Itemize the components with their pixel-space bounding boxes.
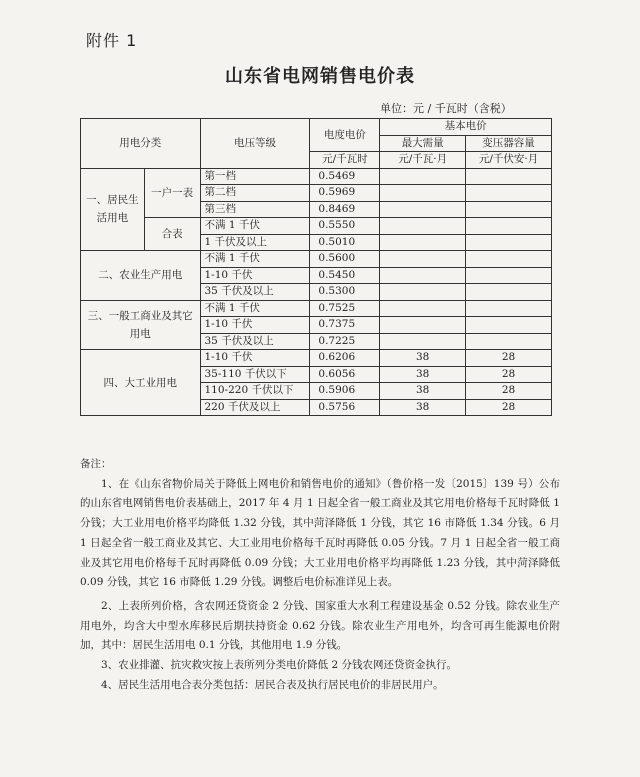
capacity-cell: [466, 185, 552, 202]
header-max-demand: 最大需量: [380, 135, 466, 152]
demand-cell: [380, 185, 466, 202]
capacity-cell: 28: [466, 366, 552, 383]
demand-cell: [380, 168, 466, 185]
category-general-commercial: 三、一般工商业及其它用电: [81, 300, 201, 350]
note-item: 2、上表所列价格，含农网还贷资金 2 分钱、国家重大水利工程建设基金 0.52 分钱。除农业生产用电外，均含大中型水库移民后期扶持资金 0.62 分钱。除农业生产用电外，均含可再生能源电价附加，其中：居民生活用电 0.1 分钱，其他用电 1.9 分钱。: [80, 599, 560, 652]
capacity-cell: 28: [466, 350, 552, 367]
voltage-cell: 35 千伏及以上: [200, 333, 310, 350]
table-row: [81, 350, 552, 367]
voltage-cell: 35 千伏及以上: [200, 284, 310, 301]
demand-cell: 38: [380, 350, 466, 367]
demand-cell: [380, 251, 466, 268]
category-resident: 一、居民生活用电: [81, 168, 145, 251]
demand-cell: [380, 317, 466, 334]
header-max-demand-unit: 元/千瓦·月: [380, 152, 466, 169]
voltage-cell: 第二档: [200, 185, 310, 202]
voltage-cell: 不满 1 千伏: [200, 251, 310, 268]
voltage-cell: 35-110 千伏以下: [200, 366, 310, 383]
header-voltage: 电压等级: [200, 119, 310, 169]
demand-cell: 38: [380, 383, 466, 400]
capacity-cell: 28: [466, 399, 552, 416]
voltage-cell: 220 千伏及以上: [200, 399, 310, 416]
price-cell: 0.6206: [310, 350, 380, 367]
notes-section: [80, 455, 560, 695]
price-cell: 0.5600: [310, 251, 380, 268]
price-cell: 0.6056: [310, 366, 380, 383]
price-cell: 0.5010: [310, 234, 380, 251]
header-transformer-unit: 元/千伏安·月: [466, 152, 552, 169]
voltage-cell: 1-10 千伏: [200, 317, 310, 334]
unit-note: 单位：元 / 千瓦时（含税）: [380, 102, 512, 115]
table-row: [81, 218, 552, 235]
price-cell: 0.7525: [310, 300, 380, 317]
attachment-label: 附件 1: [86, 31, 138, 50]
price-cell: 0.5300: [310, 284, 380, 301]
demand-cell: [380, 333, 466, 350]
price-cell: 0.5550: [310, 218, 380, 235]
price-cell: 0.5450: [310, 267, 380, 284]
price-cell: 0.5906: [310, 383, 380, 400]
capacity-cell: [466, 218, 552, 235]
subcategory-combined-meter: 合表: [144, 218, 200, 251]
price-cell: 0.5969: [310, 185, 380, 202]
demand-cell: [380, 300, 466, 317]
price-table: [80, 118, 552, 416]
price-cell: 0.7375: [310, 317, 380, 334]
header-category: 用电分类: [81, 119, 201, 169]
note-item: 3、农业排灌、抗灾救灾按上表所列分类电价降低 2 分钱农网还贷资金执行。: [101, 659, 458, 672]
capacity-cell: [466, 168, 552, 185]
table-row: [81, 300, 552, 317]
capacity-cell: [466, 267, 552, 284]
note-item: 4、居民生活用电合表分类包括：居民合表及执行居民电价的非居民用户。: [101, 678, 444, 691]
table-row: [81, 168, 552, 185]
note-item: 1、在《山东省物价局关于降低上网电价和销售电价的通知》（鲁价格一发〔2015〕139 号）公布的山东省电网销售电价表基础上，2017 年 4 月 1 日起全省一般工商业及其它用电价格每千瓦时降低 1 分钱；大工业用电价格平均降低 1.32 分钱，其中菏泽降低 1 分钱，其它 16 市降低 1.34 分钱。6 月 1 日起全省一般工商业及其它、大工业用电价格每千瓦时再降低 0.05 分钱。7 月 1 日起全省一般工商业及其它用电价格每千瓦时再降低 0.09 分钱；大工业用电价格平均再降低 1.23 分钱，其中菏泽降低 0.09 分钱，其它 16 市降低 1.29 分钱。调整后电价标准详见上表。: [80, 477, 560, 589]
demand-cell: [380, 201, 466, 218]
notes-label: 备注：: [80, 458, 112, 470]
demand-cell: [380, 284, 466, 301]
voltage-cell: 不满 1 千伏: [200, 300, 310, 317]
voltage-cell: 第一档: [200, 168, 310, 185]
capacity-cell: [466, 333, 552, 350]
capacity-cell: [466, 201, 552, 218]
subcategory-single-meter: 一户一表: [144, 168, 200, 218]
price-cell: 0.5469: [310, 168, 380, 185]
header-transformer: 变压器容量: [466, 135, 552, 152]
capacity-cell: [466, 284, 552, 301]
voltage-cell: 1-10 千伏: [200, 267, 310, 284]
price-cell: 0.7225: [310, 333, 380, 350]
price-cell: 0.5756: [310, 399, 380, 416]
voltage-cell: 第三档: [200, 201, 310, 218]
demand-cell: [380, 267, 466, 284]
capacity-cell: [466, 317, 552, 334]
capacity-cell: [466, 251, 552, 268]
price-cell: 0.8469: [310, 201, 380, 218]
demand-cell: 38: [380, 366, 466, 383]
table-header-row: [81, 119, 552, 136]
header-price: 电度电价: [310, 119, 380, 152]
table-row: [81, 251, 552, 268]
demand-cell: 38: [380, 399, 466, 416]
voltage-cell: 1-10 千伏: [200, 350, 310, 367]
capacity-cell: 28: [466, 383, 552, 400]
header-basic: 基本电价: [380, 119, 552, 136]
header-price-unit: 元/千瓦时: [310, 152, 380, 169]
capacity-cell: [466, 300, 552, 317]
capacity-cell: [466, 234, 552, 251]
voltage-cell: 1 千伏及以上: [200, 234, 310, 251]
page-title: 山东省电网销售电价表: [225, 66, 415, 87]
demand-cell: [380, 218, 466, 235]
category-agriculture: 二、农业生产用电: [81, 251, 201, 301]
voltage-cell: 110-220 千伏以下: [200, 383, 310, 400]
voltage-cell: 不满 1 千伏: [200, 218, 310, 235]
category-large-industrial: 四、大工业用电: [81, 350, 201, 416]
demand-cell: [380, 234, 466, 251]
